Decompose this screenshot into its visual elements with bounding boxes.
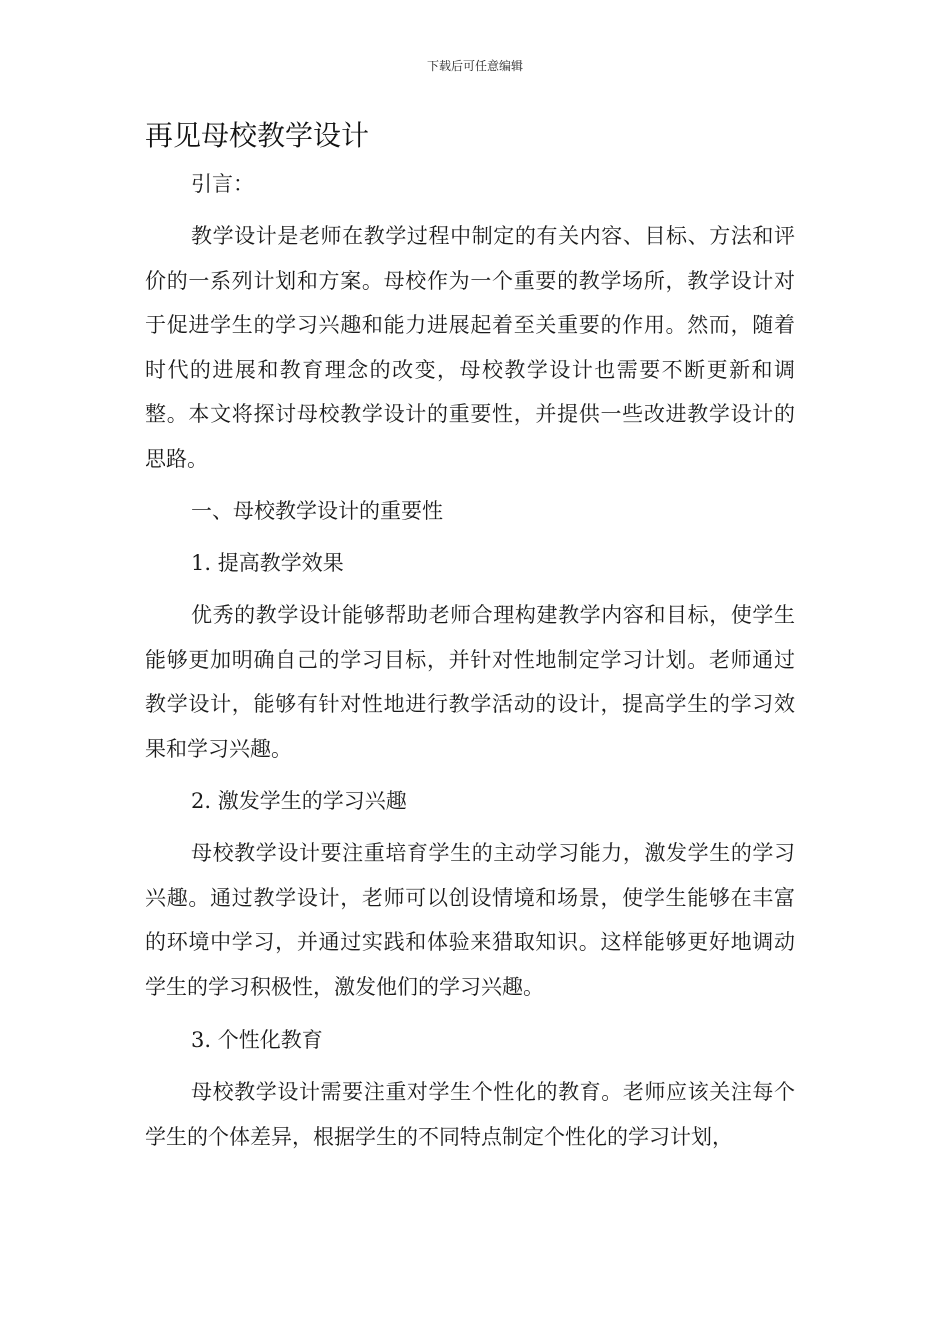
intro-paragraph: 教学设计是老师在教学过程中制定的有关内容、目标、方法和评价的一系列计划和方案。母校作为一个重要的教学场所，教学设计对于促进学生的学习兴趣和能力进展起着至关重要的作用。然而，随着时代的进展和教育理念的改变，母校教学设计也需要不断更新和调整。本文将探讨母校教学设计的重要性，并提供一些改进教学设计的思路。	[145, 224, 795, 471]
item-1-heading: 1. 提高教学效果	[191, 551, 344, 575]
section-1-heading: 一、母校教学设计的重要性	[191, 499, 443, 523]
item-3-heading: 3. 个性化教育	[191, 1028, 323, 1052]
item-3-paragraph: 母校教学设计需要注重对学生个性化的教育。老师应该关注每个学生的个体差异，根据学生的不同特点制定个性化的学习计划，	[145, 1080, 795, 1149]
document-title: 再见母校教学设计	[145, 119, 370, 152]
page-header-note: 下载后可任意编辑	[426, 59, 523, 73]
intro-label: 引言：	[191, 172, 254, 196]
item-2-heading: 2. 激发学生的学习兴趣	[191, 789, 407, 813]
item-2-paragraph: 母校教学设计要注重培育学生的主动学习能力，激发学生的学习兴趣。通过教学设计，老师可以创设情境和场景，使学生能够在丰富的环境中学习，并通过实践和体验来猎取知识。这样能够更好地调动学生的学习积极性，激发他们的学习兴趣。	[145, 841, 795, 999]
item-1-paragraph: 优秀的教学设计能够帮助老师合理构建教学内容和目标，使学生能够更加明确自己的学习目标，并针对性地制定学习计划。老师通过教学设计，能够有针对性地进行教学活动的设计，提高学生的学习效果和学习兴趣。	[145, 603, 795, 761]
